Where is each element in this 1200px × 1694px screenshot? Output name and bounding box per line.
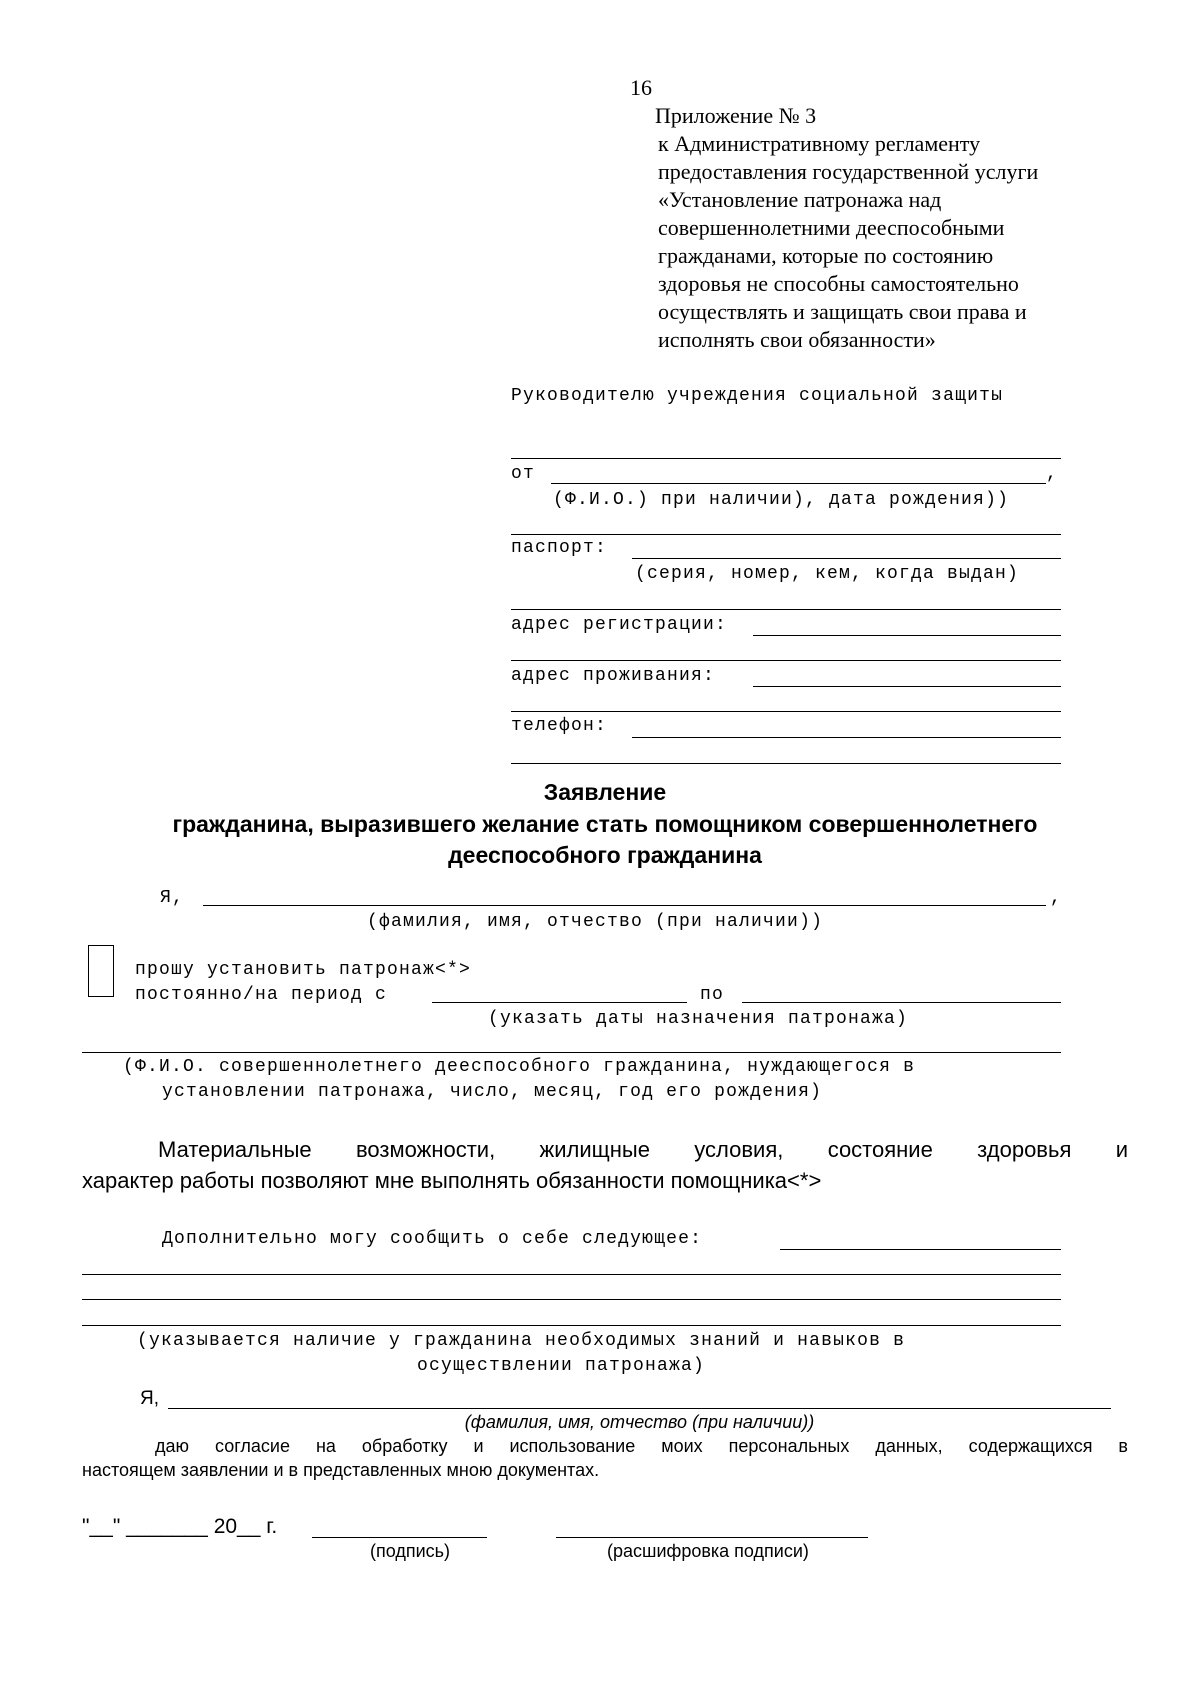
live-address-line-2[interactable] <box>511 711 1061 712</box>
signature-decode-hint: (расшифровка подписи) <box>607 1541 809 1561</box>
additional-line-3[interactable] <box>82 1299 1061 1300</box>
additional-line-2[interactable] <box>82 1274 1061 1275</box>
ward-field[interactable] <box>82 1052 1061 1053</box>
phone-field[interactable] <box>632 737 1061 738</box>
period-from-field[interactable] <box>432 1002 687 1003</box>
signature-field[interactable] <box>312 1537 487 1538</box>
ward-hint-line1: (Ф.И.О. совершеннолетнего дееспособного гражданина, нуждающегося в <box>123 1057 916 1077</box>
period-to-field[interactable] <box>742 1002 1061 1003</box>
appendix-line: здоровья не способны самостоятельно <box>658 271 1019 296</box>
request-checkbox[interactable] <box>88 945 114 997</box>
appendix-line: «Установление патронажа над <box>658 187 942 212</box>
skills-hint-line2: осуществлении патронажа) <box>417 1356 706 1376</box>
request-line1: прошу установить патронаж<*> <box>135 960 472 980</box>
request-period-to-label: по <box>700 985 725 1005</box>
date-field[interactable]: "__" _______ 20__ г. <box>82 1515 278 1538</box>
additional-field[interactable] <box>780 1249 1061 1250</box>
ward-hint-line2: установлении патронажа, число, месяц, год его рождения) <box>162 1082 823 1102</box>
additional-line-4[interactable] <box>82 1325 1061 1326</box>
appendix-text <box>658 130 1038 354</box>
from-comma: , <box>1046 464 1059 484</box>
applicant-comma: , <box>1050 888 1063 908</box>
passport-field[interactable] <box>632 558 1061 559</box>
applicant-label: Я, <box>160 888 185 908</box>
from-line-2[interactable] <box>511 534 1061 535</box>
appendix-line: исполнять свои обязанности» <box>658 327 936 352</box>
document-title: Заявление <box>543 779 667 805</box>
request-period-label: постоянно/на период с <box>135 985 388 1005</box>
signature-hint: (подпись) <box>370 1541 451 1561</box>
consent-i-label: Я, <box>140 1388 159 1409</box>
signature-decode-field[interactable] <box>556 1537 868 1538</box>
phone-line-2[interactable] <box>511 763 1061 764</box>
page-number: 16 <box>630 75 652 100</box>
appendix-line: предоставления государственной услуги <box>658 159 1039 184</box>
additional-label: Дополнительно могу сообщить о себе следующее: <box>162 1229 703 1249</box>
applicant-name-field[interactable] <box>203 905 1046 906</box>
live-address-label: адрес проживания: <box>511 666 716 686</box>
appendix-line: гражданами, которые по состоянию <box>658 243 994 268</box>
passport-hint: (серия, номер, кем, когда выдан) <box>635 564 1020 584</box>
appendix-line: осуществлять и защищать свои права и <box>658 299 1027 324</box>
passport-label: паспорт: <box>511 538 608 558</box>
material-line1: Материальные возможности, жилищные условия, состояние здоровья и <box>158 1137 1128 1162</box>
consent-line1: даю согласие на обработку и использование моих персональных данных, содержащихся в <box>155 1436 1128 1456</box>
appendix-line: к Административному регламенту <box>658 131 981 156</box>
skills-hint-line1: (указывается наличие у гражданина необходимых знаний и навыков в <box>137 1331 906 1351</box>
live-address-field[interactable] <box>753 686 1061 687</box>
appendix-line: совершеннолетними дееспособными <box>658 215 1005 240</box>
dates-hint: (указать даты назначения патронажа) <box>488 1009 909 1029</box>
from-label: от <box>511 464 536 484</box>
passport-line-2[interactable] <box>511 609 1061 610</box>
addressee-line[interactable] <box>511 458 1061 459</box>
consent-hint: (фамилия, имя, отчество (при наличии)) <box>464 1412 815 1432</box>
consent-line2: настоящем заявлении и в представленных мною документах. <box>82 1460 600 1480</box>
reg-address-line-2[interactable] <box>511 660 1061 661</box>
addressee-to: Руководителю учреждения социальной защиты <box>511 386 1004 406</box>
applicant-hint: (фамилия, имя, отчество (при наличии)) <box>367 912 824 932</box>
appendix-title: Приложение № 3 <box>655 103 817 128</box>
from-field[interactable] <box>551 483 1046 484</box>
document-subtitle-line2: дееспособного гражданина <box>448 842 762 868</box>
phone-label: телефон: <box>511 716 608 736</box>
reg-address-label: адрес регистрации: <box>511 615 728 635</box>
material-line2: характер работы позволяют мне выполнять обязанности помощника<*> <box>82 1168 822 1193</box>
document-subtitle-line1: гражданина, выразившего желание стать помощником совершеннолетнего <box>172 811 1038 837</box>
consent-name-field[interactable] <box>168 1408 1111 1409</box>
reg-address-field[interactable] <box>753 635 1061 636</box>
from-hint: (Ф.И.О.) при наличии), дата рождения)) <box>553 490 1010 510</box>
